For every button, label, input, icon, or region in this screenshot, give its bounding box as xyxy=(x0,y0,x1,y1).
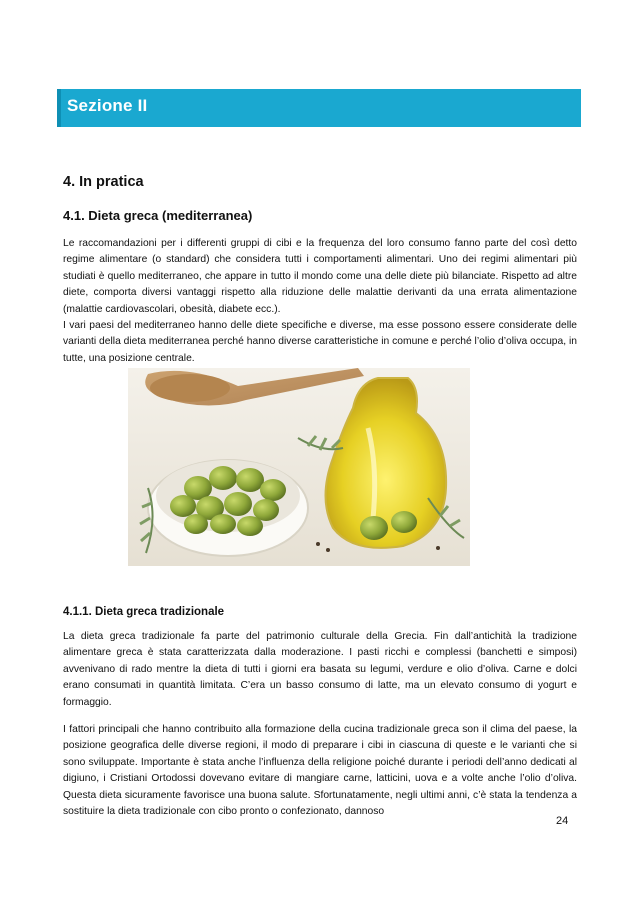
section-banner-title: Sezione II xyxy=(67,96,148,115)
intro-paragraph: Le raccomandazioni per i differenti gruppi di cibi e la frequenza del loro consumo fanno parte del così detto regime alimentare (o standard) che considera tutti i comportamenti alimentari. Uno dei regimi alimentari più studiati è quello mediterraneo, che appare in tutto il mondo come una delle diete più bilanciate. Rispetto ad altre diete, comporta diversi vantaggi rispetto alla riduzione delle malattie derivanti da una errata alimentazione (malattie cardiovascolari, obesità, diabete ecc.). I vari paesi del mediterraneo hanno delle diete specifiche e diverse, ma esse possono essere considerate delle varianti della dieta mediterranea perché hanno diverse caratteristiche in comune e perché l’olio d’oliva occupa, in tutte, una posizione centrale. xyxy=(63,238,577,364)
subsection-heading: 4.1. Dieta greca (mediterranea) xyxy=(63,208,253,223)
subsubsection-heading: 4.1.1. Dieta greca tradizionale xyxy=(63,606,225,618)
traditional-diet-paragraph-2: I fattori principali che hanno contribuito alla formazione della cucina tradizionale greca son il clima del paese, la posizione geografica delle diverse regioni, il modo di preparare i cibi in ciascuna di queste e le varianti che si sono sviluppate. Importante è stata anche l’influenza della religione poiché durante i periodi dell’anno dedicati al digiuno, i Cristiani Ortodossi dovevano evitare di mangiare carne, latticini, uova e a volte anche l’olio d’oliva. Questa dieta sicuramente favorisce una buona salute. Sfortunatamente, negli ultimi anni, c’è stata la tendenza a sostituire la dieta tradizionale con cibo pronto o confezionato, dannoso xyxy=(63,724,577,818)
section-banner xyxy=(57,89,581,127)
traditional-diet-paragraph-1: La dieta greca tradizionale fa parte del patrimonio culturale della Grecia. Fin dall’antichità la tradizione alimentare greca è stata caratterizzata dalla moderazione. I pasti ricchi e complessi (banchetti e simposi) avvenivano di rado mentre la dieta di tutti i giorni era basata su legumi, verdure e olio d’oliva. Carne e dolci erano consumati in quantità limitata. C’era un basso consumo di latte, ma un elevato consumo di yogurt e formaggio. xyxy=(63,631,577,708)
olives-and-olive-oil-photo xyxy=(128,368,470,566)
section-heading: 4. In pratica xyxy=(63,174,144,190)
page-number: 24 xyxy=(556,815,569,827)
